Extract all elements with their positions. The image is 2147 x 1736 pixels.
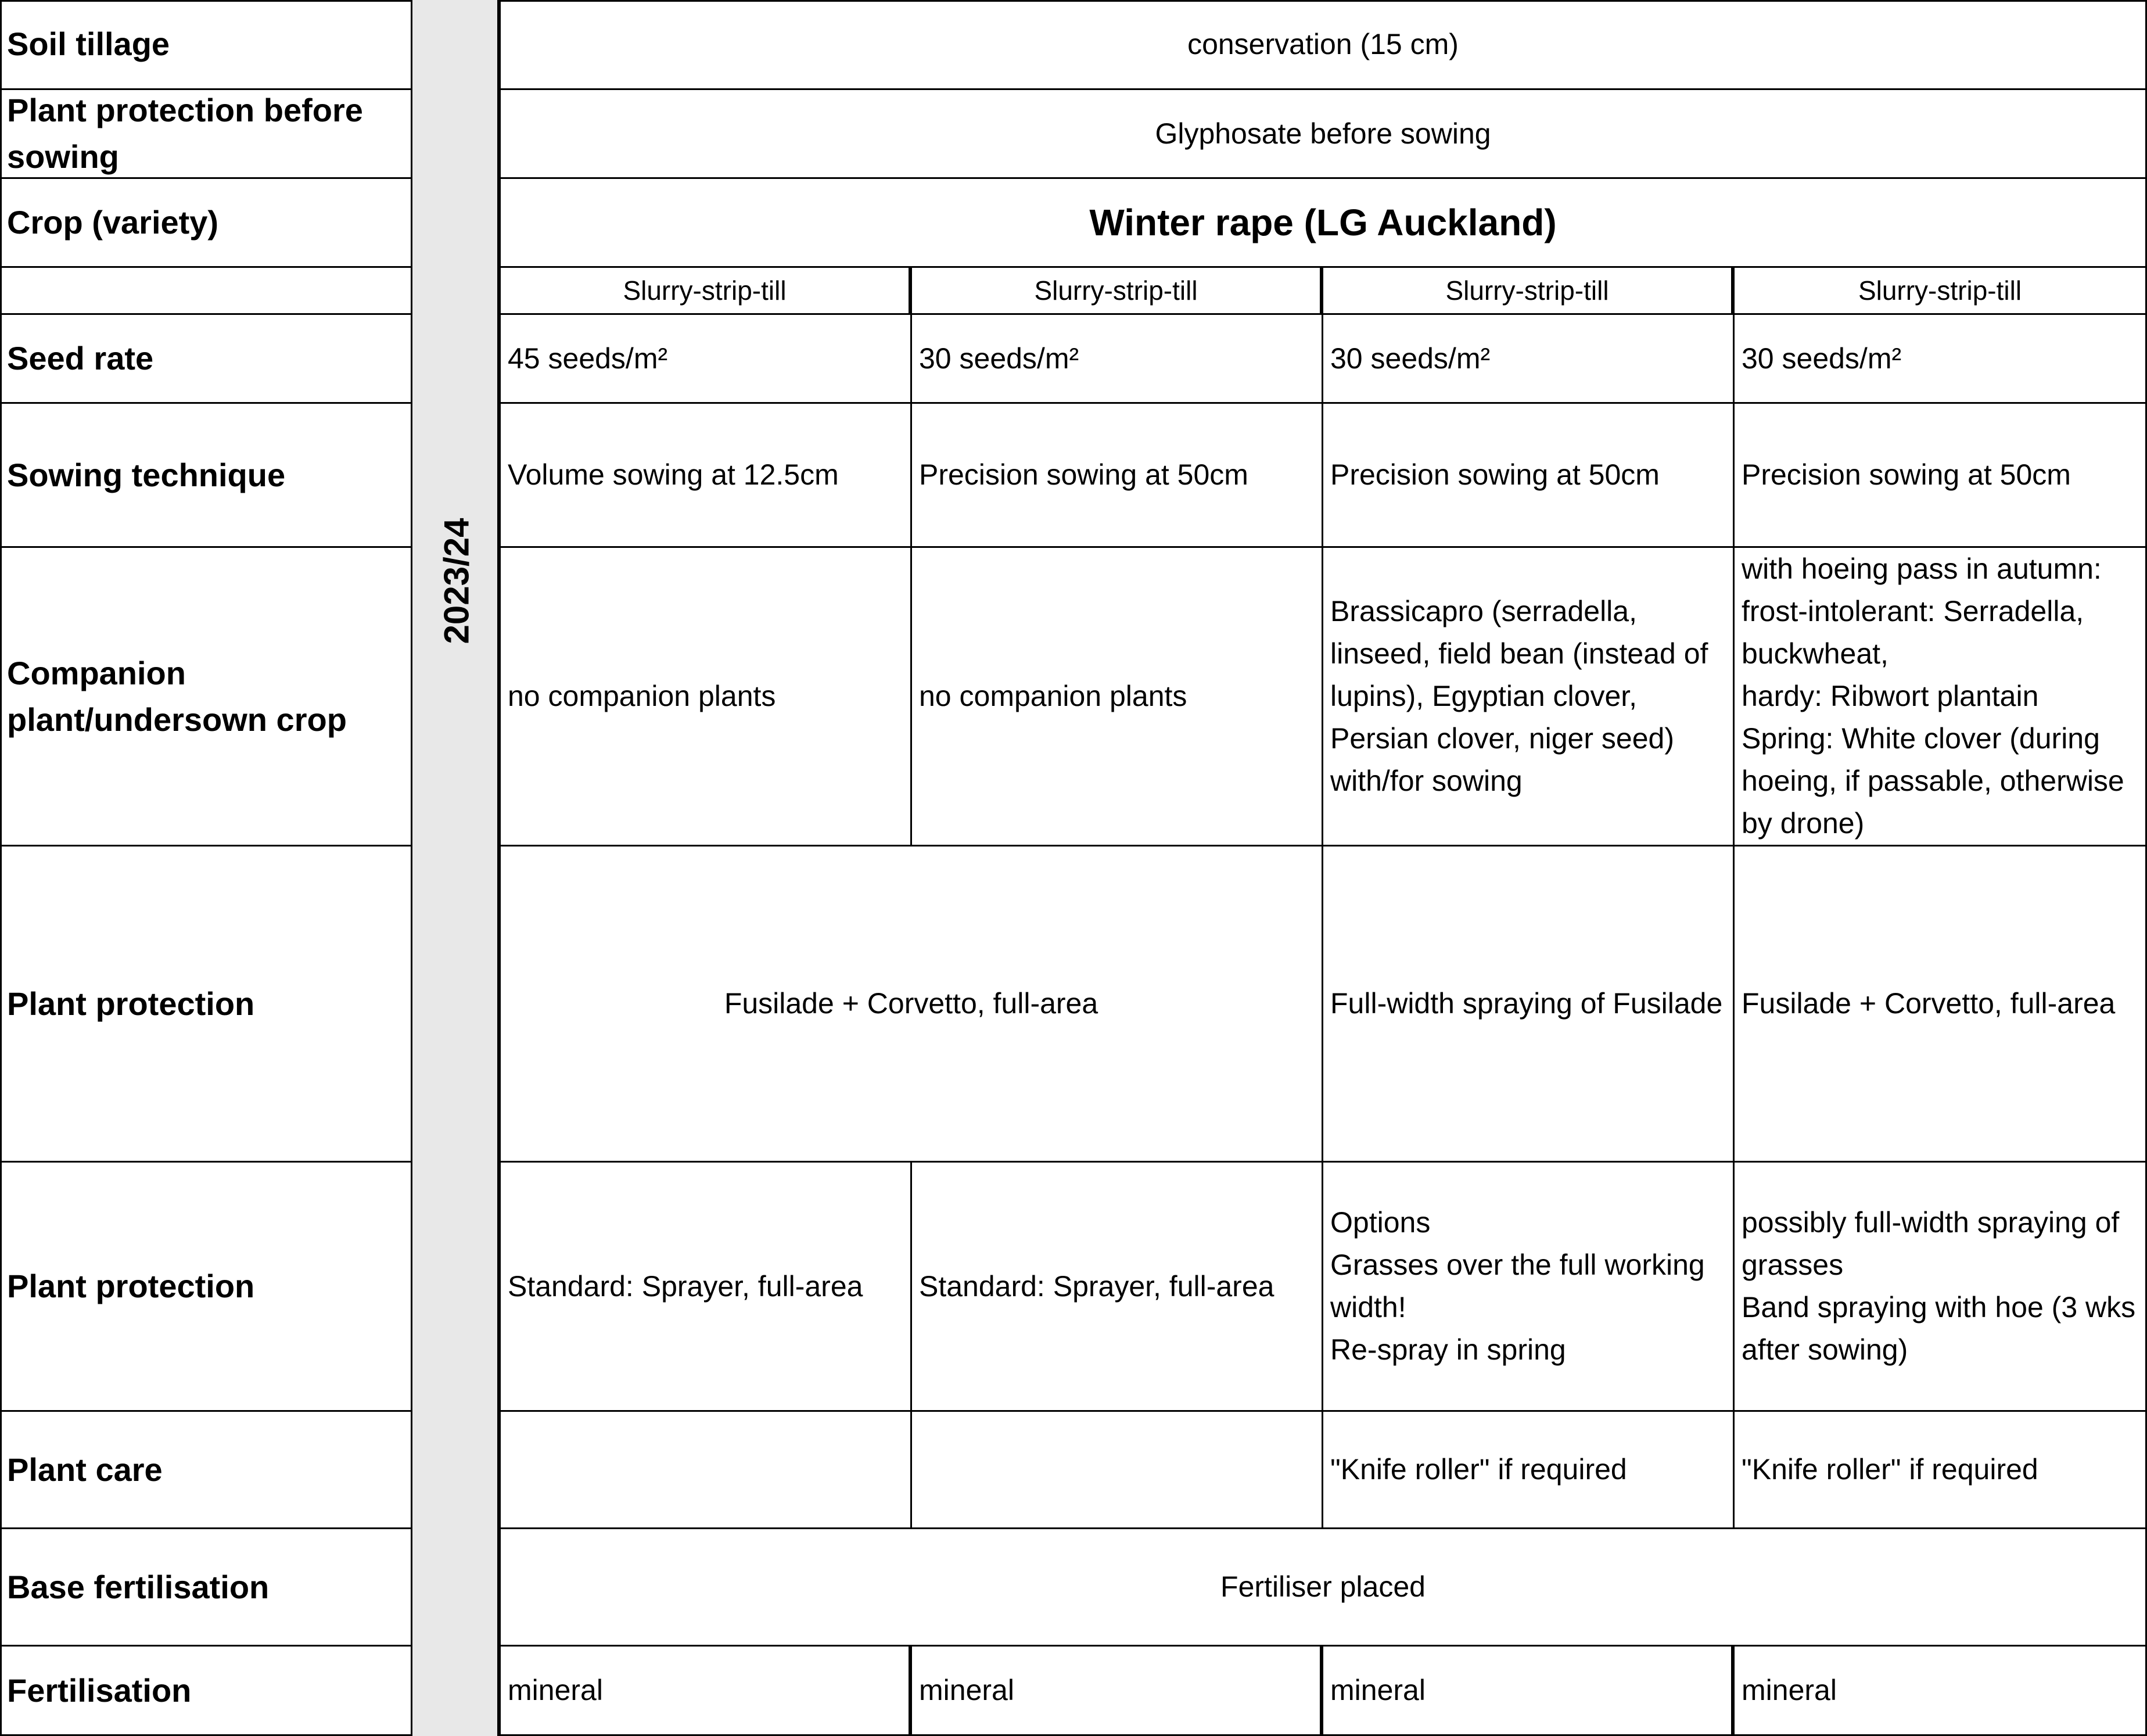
fertilisation-col-3: mineral <box>1323 1647 1735 1736</box>
plant-protection-2-col-1: Standard: Sprayer, full-area <box>501 1163 912 1412</box>
row-label-plant-protection-2: Plant protection <box>0 1163 412 1412</box>
row-label-sowing-technique: Sowing technique <box>0 404 412 548</box>
plant-care-col-4: "Knife roller" if required <box>1735 1412 2147 1529</box>
companion-col-1: no companion plants <box>501 548 912 847</box>
row-label-plant-protection-before-sowing: Plant protection before sowing <box>0 90 412 179</box>
year-label: 2023/24 <box>437 518 476 644</box>
row-label-plant-care: Plant care <box>0 1412 412 1529</box>
sowing-technique-col-3: Precision sowing at 50cm <box>1323 404 1735 548</box>
row-label-companion-plant: Companion plant/undersown crop <box>0 548 412 847</box>
soil-tillage-value: conservation (15 cm) <box>501 0 2147 90</box>
fertilisation-col-2: mineral <box>912 1647 1323 1736</box>
plant-protection-1-col-3: Full-width spraying of Fusilade <box>1323 847 1735 1163</box>
method-col-3: Slurry-strip-till <box>1323 268 1735 315</box>
plant-care-col-3: "Knife roller" if required <box>1323 1412 1735 1529</box>
row-label-base-fertilisation: Base fertilisation <box>0 1529 412 1647</box>
row-label-plant-protection-1: Plant protection <box>0 847 412 1163</box>
row-label-soil-tillage: Soil tillage <box>0 0 412 90</box>
sowing-technique-col-1: Volume sowing at 12.5cm <box>501 404 912 548</box>
row-label-crop-variety: Crop (variety) <box>0 179 412 268</box>
plant-protection-1-col-4: Fusilade + Corvetto, full-area <box>1735 847 2147 1163</box>
seed-rate-col-4: 30 seeds/m² <box>1735 315 2147 404</box>
plant-care-col-1 <box>501 1412 912 1529</box>
companion-col-4: with hoeing pass in autumn: frost-intolerant: Serradella, buckwheat, hardy: Ribwort plantain Spring: White clover (during hoeing, if passable, otherwise by drone) <box>1735 548 2147 847</box>
row-label-method-empty <box>0 268 412 315</box>
fertilisation-col-4: mineral <box>1735 1647 2147 1736</box>
plant-protection-1-cols-1-2: Fusilade + Corvetto, full-area <box>501 847 1323 1163</box>
plant-protection-2-col-4: possibly full-width spraying of grasses Band spraying with hoe (3 wks after sowing) <box>1735 1163 2147 1412</box>
companion-col-2: no companion plants <box>912 548 1323 847</box>
plant-protection-2-col-2: Standard: Sprayer, full-area <box>912 1163 1323 1412</box>
row-label-fertilisation: Fertilisation <box>0 1647 412 1736</box>
method-col-4: Slurry-strip-till <box>1735 268 2147 315</box>
crop-variety-value: Winter rape (LG Auckland) <box>501 179 2147 268</box>
plant-protection-before-sowing-value: Glyphosate before sowing <box>501 90 2147 179</box>
method-col-1: Slurry-strip-till <box>501 268 912 315</box>
row-label-seed-rate: Seed rate <box>0 315 412 404</box>
seed-rate-col-1: 45 seeds/m² <box>501 315 912 404</box>
sowing-technique-col-2: Precision sowing at 50cm <box>912 404 1323 548</box>
fertilisation-col-1: mineral <box>501 1647 912 1736</box>
seed-rate-col-2: 30 seeds/m² <box>912 315 1323 404</box>
base-fertilisation-value: Fertiliser placed <box>501 1529 2147 1647</box>
companion-col-3: Brassicapro (serradella, linseed, field bean (instead of lupins), Egyptian clover, Persian clover, niger seed) with/for sowing <box>1323 548 1735 847</box>
seed-rate-col-3: 30 seeds/m² <box>1323 315 1735 404</box>
plant-protection-2-col-3: Options Grasses over the full working width! Re-spray in spring <box>1323 1163 1735 1412</box>
method-col-2: Slurry-strip-till <box>912 268 1323 315</box>
year-column <box>412 0 501 1736</box>
plant-care-col-2 <box>912 1412 1323 1529</box>
sowing-technique-col-4: Precision sowing at 50cm <box>1735 404 2147 548</box>
